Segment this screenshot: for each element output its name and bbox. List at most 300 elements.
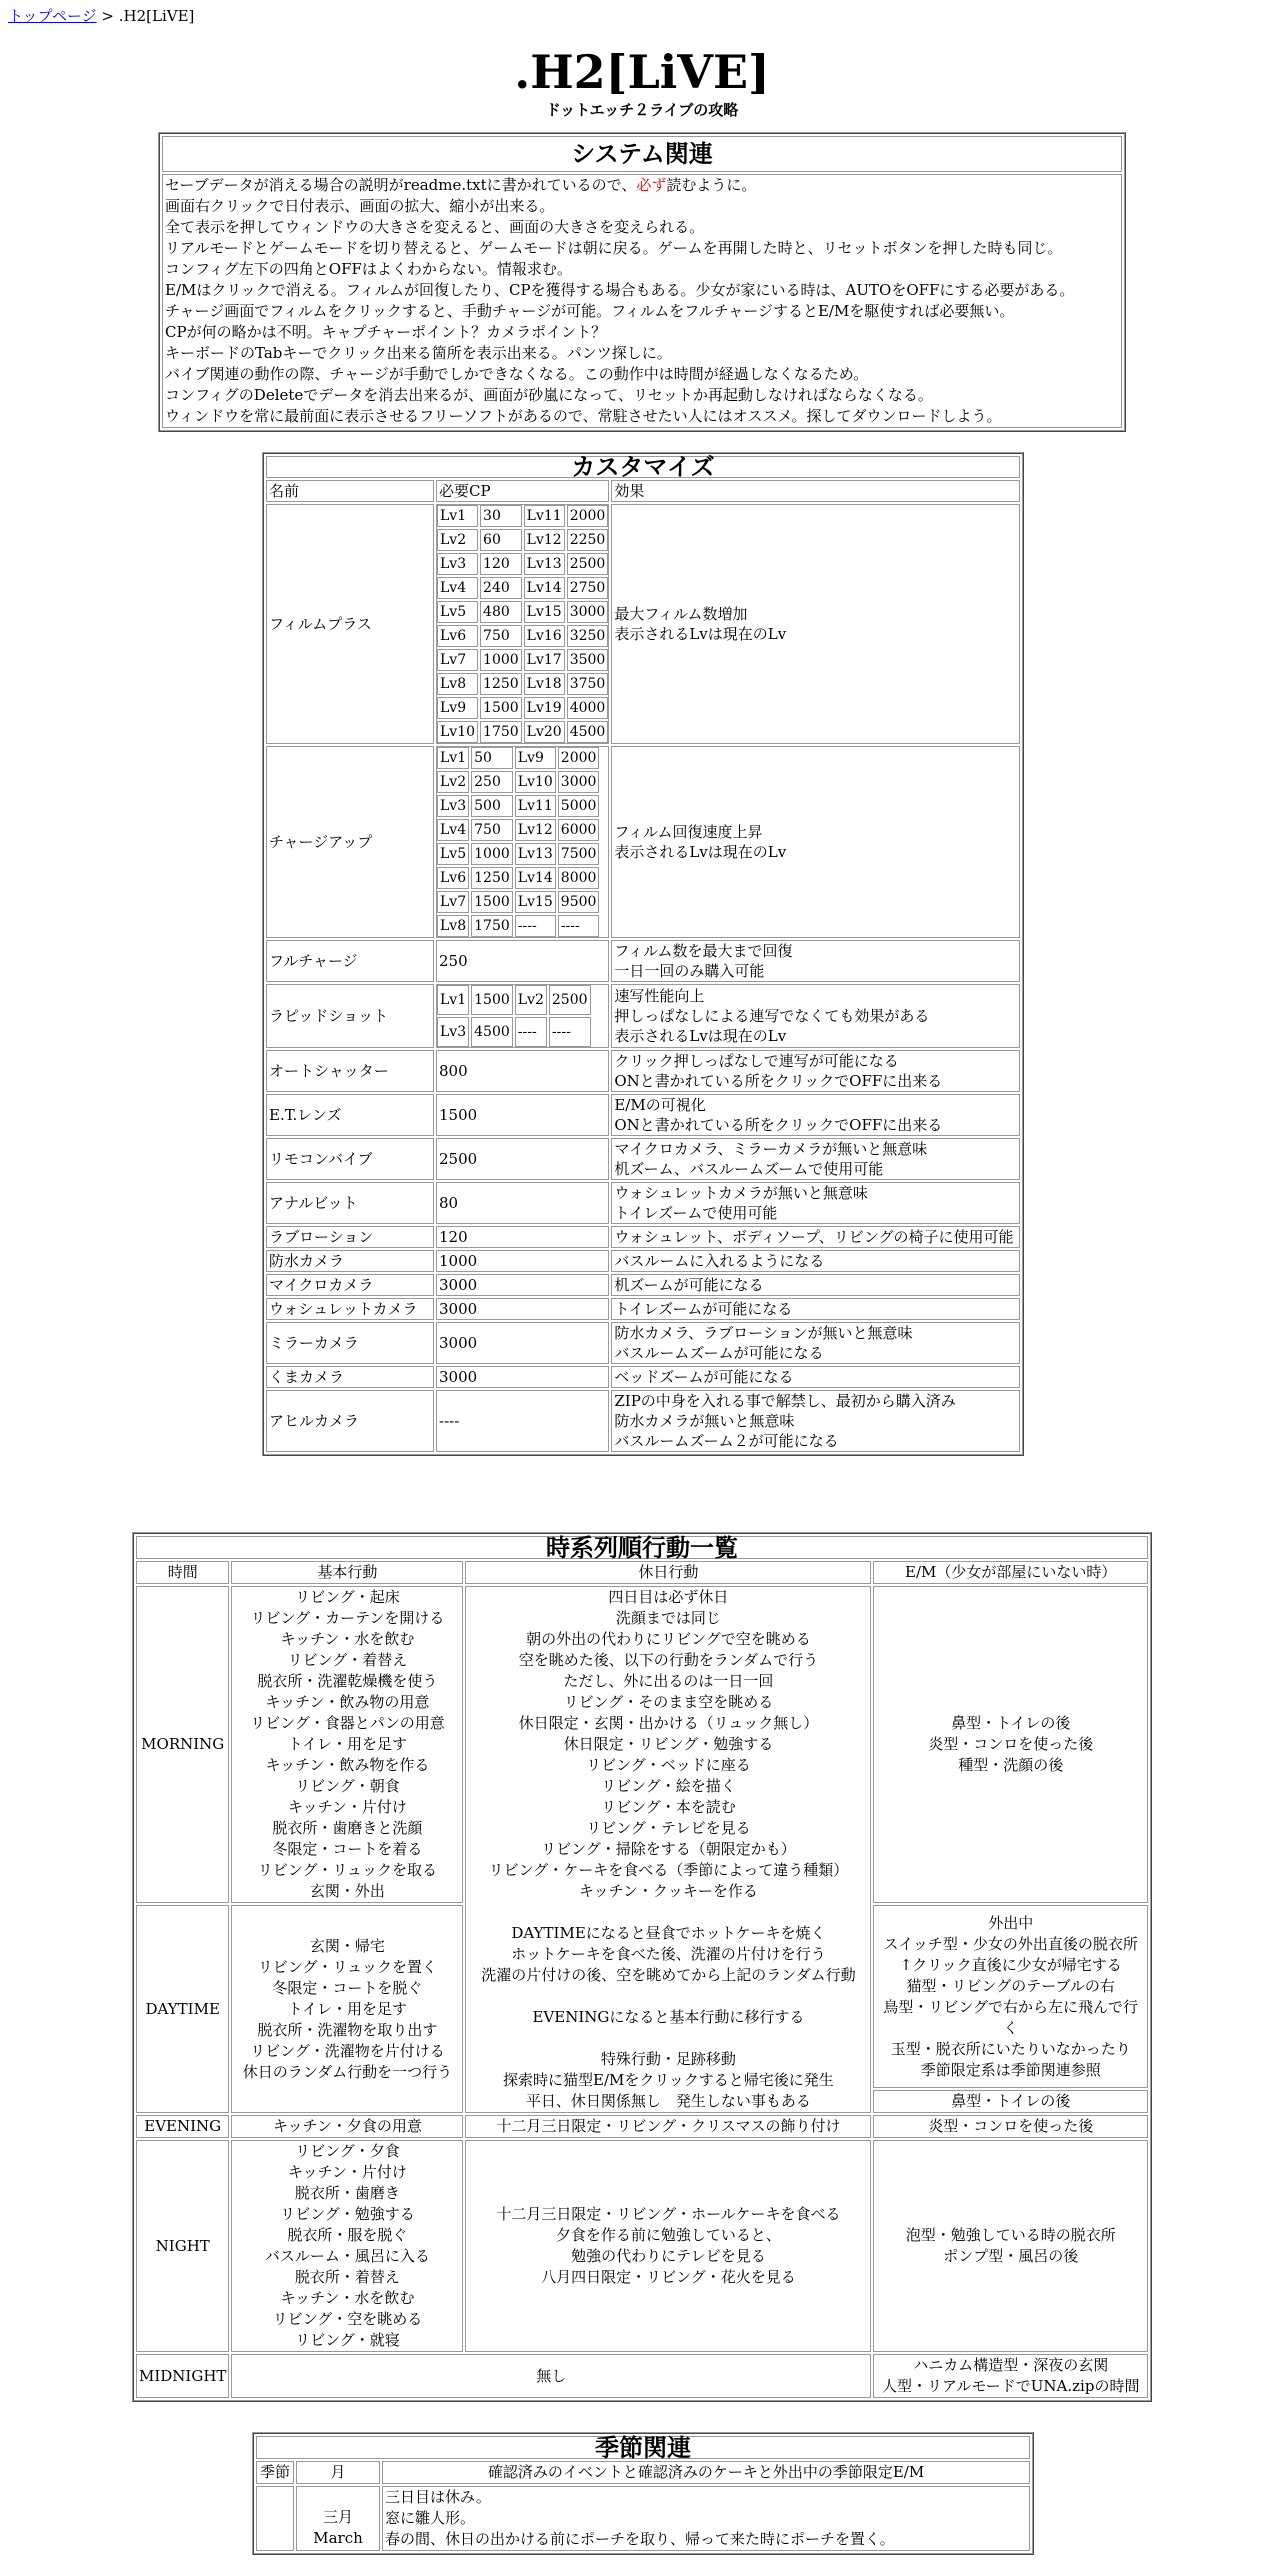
col-holiday-header: 休日行動 — [465, 1561, 871, 1584]
text-line: スイッチ型・少女の外出直後の脱衣所 — [883, 1934, 1138, 1953]
col-basic-header: 基本行動 — [231, 1561, 463, 1584]
text-line: ホットケーキを食べた後、洗濯の片付けを行う — [511, 1945, 826, 1963]
level-cost: 1250 — [471, 867, 513, 889]
level-label: Lv2 — [437, 529, 478, 551]
system-line: チャージ画面でフィルムをクリックすると、手動チャージが可能。フィルムをフルチャージするとE/Mを駆使すれば必要無い。 — [165, 302, 1015, 320]
item-cp: 120 — [436, 1226, 609, 1248]
col-time-header: 時間 — [136, 1561, 229, 1584]
item-cp: 3000 — [436, 1322, 609, 1364]
basic-actions — [231, 2140, 463, 2352]
level-cost: 5000 — [558, 795, 600, 817]
text-line: 朝の外出の代わりにリビングで空を眺める — [526, 1630, 811, 1648]
text-line: リビング・テレビを見る — [586, 1819, 751, 1837]
level-label: Lv2 — [515, 985, 547, 1015]
level-cost: 1000 — [480, 649, 522, 671]
item-row-film-plus — [266, 504, 1020, 744]
season-table — [252, 2432, 1034, 2555]
item-effect: トイレズームで使用可能 — [614, 1204, 778, 1222]
text-line: 炎型・コンロを使った後 — [928, 1735, 1094, 1753]
text-line: 脱衣所・歯磨き — [294, 2184, 400, 2202]
text-line: 猫型・リビングのテーブルの右 — [906, 1976, 1115, 1995]
text-line: キッチン・水を飲む — [280, 2289, 415, 2307]
item-row-washlet-cam — [266, 1298, 1020, 1320]
text-line — [468, 1902, 868, 1923]
season-cell — [256, 2486, 294, 2551]
text-line: リビング・絵を描く — [601, 1777, 736, 1795]
level-label: Lv3 — [437, 553, 478, 575]
text-line: リビング・ベッドに座る — [586, 1756, 751, 1774]
item-effect: 防水カメラ、ラブローションが無いと無意味 — [614, 1324, 913, 1342]
text-line: 脱衣所・洗濯乾燥機を使う — [257, 1672, 438, 1690]
level-label: ---- — [515, 915, 556, 937]
level-label: Lv6 — [437, 867, 469, 889]
em-item: 炎型・コンロを使った後 — [873, 2115, 1148, 2138]
item-effect: 表示されるLvは現在のLv — [614, 1027, 787, 1045]
text-line: 洗濯の片付けの後、空を眺めてから上記のランダム行動 — [481, 1966, 856, 1984]
level-row — [437, 843, 599, 865]
item-effect: バスルームズームが可能になる — [614, 1344, 824, 1362]
em-item: 鼻型・トイレの後 — [873, 2090, 1148, 2113]
item-effect: バスルームに入れるようになる — [611, 1250, 1020, 1272]
level-cost: 8000 — [558, 867, 600, 889]
breadcrumb-home-link[interactable]: トップページ — [8, 7, 97, 25]
page-subtitle: ドットエッチ２ライブの攻略 — [545, 101, 739, 119]
level-cost: 7500 — [558, 843, 600, 865]
level-cost: 750 — [471, 819, 513, 841]
item-row-mirror-cam — [266, 1322, 1020, 1364]
system-line — [165, 175, 1119, 196]
item-effect: ZIPの中身を入れる事で解禁し、最初から購入済み — [614, 1392, 956, 1410]
level-label: Lv9 — [437, 697, 478, 719]
item-effect: マイクロカメラ、ミラーカメラが無いと無意味 — [614, 1140, 928, 1158]
level-label: Lv17 — [524, 649, 565, 671]
level-cost: 4500 — [471, 1017, 513, 1047]
text-line: リビング・洗濯物を片付ける — [250, 2041, 445, 2060]
item-name: マイクロカメラ — [266, 1274, 434, 1296]
text-line: リビング・ケーキを食べる（季節によって違う種類） — [488, 1861, 849, 1879]
level-cost: 3000 — [567, 601, 609, 623]
level-row — [437, 915, 599, 937]
level-row — [437, 747, 599, 769]
level-cost: 500 — [471, 795, 513, 817]
text-line: 夕食を作る前に勉強していると、 — [555, 2226, 781, 2244]
level-row — [437, 771, 599, 793]
row-midnight — [136, 2354, 1148, 2398]
item-effect: ONと書かれている所をクリックでOFFに出来る — [614, 1116, 943, 1134]
time-label: MORNING — [136, 1586, 229, 1903]
item-cp: 3000 — [436, 1298, 609, 1320]
system-line-text: セーブデータが消える場合の説明がreadme.txtに書かれているので、 — [165, 176, 637, 194]
month-name-en: March — [313, 2529, 363, 2547]
level-row — [437, 721, 608, 743]
text-line: キッチン・片付け — [287, 1798, 407, 1816]
time-label: NIGHT — [136, 2140, 229, 2352]
text-line: リビング・空を眺める — [272, 2310, 423, 2328]
level-cost: 50 — [471, 747, 513, 769]
item-effect: 速写性能向上 — [614, 987, 705, 1005]
level-cost: 240 — [480, 577, 522, 599]
item-effect: ウォシュレット、ボディソープ、リビングの椅子に使用可能 — [611, 1226, 1020, 1248]
level-cost: 1750 — [471, 915, 513, 937]
item-row-remocon-vibe — [266, 1138, 1020, 1180]
level-cost-table — [435, 503, 610, 745]
item-row-anal-bit — [266, 1182, 1020, 1224]
item-name: アヒルカメラ — [266, 1390, 434, 1452]
timeline-header-row — [136, 1561, 1148, 1584]
system-line: コンフィグのDeleteでデータを消去出来るが、画面が砂嵐になって、リセットか再起動しなければならなくなる。 — [165, 386, 933, 404]
system-table — [158, 132, 1126, 432]
item-row-duck-cam — [266, 1390, 1020, 1452]
item-cp: 3000 — [436, 1366, 609, 1388]
time-label: MIDNIGHT — [136, 2354, 229, 2398]
item-row-auto-shutter — [266, 1050, 1020, 1092]
level-label: Lv8 — [437, 673, 478, 695]
level-cost: 2500 — [567, 553, 609, 575]
item-row-waterproof-cam — [266, 1250, 1020, 1272]
text-line: 休日限定・リビング・勉強する — [563, 1735, 774, 1753]
item-effect: トイレズームが可能になる — [611, 1298, 1020, 1320]
item-name: ラブローション — [266, 1226, 434, 1248]
level-cost-table — [435, 983, 593, 1049]
level-row — [437, 649, 608, 671]
basic-actions: キッチン・夕食の用意 — [231, 2115, 463, 2138]
system-line: E/Mはクリックで消える。フィルムが回復したり、CPを獲得する場合もある。少女が家にいる時は、AUTOをOFFにする必要がある。 — [165, 281, 1075, 299]
text-line — [468, 2028, 868, 2049]
text-line: ただし、外に出るのは一日一回 — [563, 1672, 774, 1690]
level-cost: 3000 — [558, 771, 600, 793]
breadcrumb-current: .H2[LiVE] — [118, 7, 195, 25]
text-line: ↑クリック直後に少女が帰宅する — [899, 1955, 1122, 1974]
text-line: 人型・リアルモードでUNA.zipの時間 — [881, 2377, 1140, 2395]
season-info — [382, 2486, 1030, 2551]
text-line: ハニカム構造型・深夜の玄関 — [913, 2356, 1109, 2374]
level-label: Lv1 — [437, 985, 469, 1015]
level-cost: 2000 — [567, 505, 609, 527]
item-effect: 机ズーム、バスルームズームで使用可能 — [614, 1160, 884, 1178]
text-line: リビング・勉強する — [280, 2205, 415, 2223]
text-line: 鳥型・リビングで右から左に飛んで行く — [883, 1997, 1139, 2037]
basic-actions — [231, 1905, 463, 2113]
item-row-charge-up — [266, 746, 1020, 938]
level-cost: 4500 — [567, 721, 609, 743]
text-line: 窓に雛人形。 — [385, 2509, 476, 2527]
text-line: 脱衣所・服を脱ぐ — [287, 2226, 408, 2244]
level-label: Lv15 — [515, 891, 556, 913]
level-cost: ---- — [558, 915, 600, 937]
system-line: コンフィグ左下の四角とOFFはよくわからない。情報求む。 — [165, 260, 572, 278]
text-line: トイレ・用を足す — [287, 1735, 408, 1753]
item-effect: ベッドズームが可能になる — [611, 1366, 1020, 1388]
level-row — [437, 553, 608, 575]
text-line: リビング・就寝 — [295, 2331, 400, 2349]
level-label: Lv5 — [437, 843, 469, 865]
level-label: Lv12 — [524, 529, 565, 551]
text-line: DAYTIMEになると昼食でホットケーキを焼く — [511, 1924, 826, 1942]
item-cp: 3000 — [436, 1274, 609, 1296]
col-cp-header: 必要CP — [436, 480, 609, 502]
level-label: Lv7 — [437, 891, 469, 913]
item-row-micro-cam — [266, 1274, 1020, 1296]
system-line: CPが何の略かは不明。キャプチャーポイント？カメラポイント？ — [165, 323, 607, 341]
level-label: Lv14 — [515, 867, 556, 889]
level-label: ---- — [515, 1017, 547, 1047]
level-row — [437, 819, 599, 841]
em-list — [873, 2354, 1148, 2398]
page-title: .H2[LiVE] — [514, 45, 770, 99]
item-cp: 250 — [436, 940, 609, 982]
system-heading: システム関連 — [162, 136, 1122, 172]
level-label: Lv10 — [515, 771, 556, 793]
item-effect: 防水カメラが無いと無意味 — [614, 1412, 795, 1430]
time-label: DAYTIME — [136, 1905, 229, 2113]
em-list — [873, 1586, 1148, 1903]
text-line: リビング・カーテンを開ける — [250, 1609, 445, 1627]
level-cost: 3750 — [567, 673, 609, 695]
col-month-header: 月 — [296, 2461, 380, 2484]
text-line: リビング・食器とパンの用意 — [250, 1714, 445, 1732]
level-cost: 2750 — [567, 577, 609, 599]
level-label: Lv11 — [524, 505, 565, 527]
level-cost: 480 — [480, 601, 522, 623]
text-line: 特殊行動・足跡移動 — [600, 2050, 736, 2068]
text-line: 平日、休日関係無し 発生しない事もある — [525, 2092, 811, 2110]
text-line: キッチン・片付け — [287, 2163, 407, 2181]
level-label: Lv11 — [515, 795, 556, 817]
basic-actions — [231, 1586, 463, 1903]
level-label: Lv20 — [524, 721, 565, 743]
level-label: Lv5 — [437, 601, 478, 623]
level-cost: 9500 — [558, 891, 600, 913]
level-row — [437, 577, 608, 599]
text-line: 休日限定・玄関・出かける（リュック無し） — [518, 1714, 819, 1732]
text-line: 八月四日限定・リビング・花火を見る — [541, 2268, 796, 2286]
system-line: ウィンドウを常に最前面に表示させるフリーソフトがあるので、常駐させたい人にはオススメ。探してダウンロードしよう。 — [165, 407, 1002, 425]
item-effect: 押しっぱなしによる連写でなくても効果がある — [614, 1007, 930, 1025]
text-line: キッチン・水を飲む — [280, 1630, 415, 1648]
item-name: くまカメラ — [266, 1366, 434, 1388]
text-line: リビング・起床 — [295, 1588, 400, 1606]
text-line: リビング・夕食 — [295, 2142, 400, 2160]
text-line: リビング・着替え — [287, 1651, 408, 1669]
item-effect: バスルームズーム２が可能になる — [614, 1432, 839, 1450]
item-cp: 80 — [436, 1182, 609, 1224]
level-cost: 750 — [480, 625, 522, 647]
item-effect: ウォシュレットカメラが無いと無意味 — [614, 1184, 868, 1202]
level-label: Lv10 — [437, 721, 478, 743]
level-row — [437, 601, 608, 623]
level-cost: 60 — [480, 529, 522, 551]
level-cost: 1500 — [480, 697, 522, 719]
level-cost: 120 — [480, 553, 522, 575]
item-name: ウォシュレットカメラ — [266, 1298, 434, 1320]
month-cell — [296, 2486, 380, 2551]
level-cost: 3250 — [567, 625, 609, 647]
customize-header-row — [266, 480, 1020, 502]
level-label: Lv1 — [437, 747, 469, 769]
timeline-heading: 時系列順行動一覧 — [136, 1536, 1148, 1559]
text-line: キッチン・飲み物を作る — [265, 1756, 430, 1774]
item-row-lovelotion — [266, 1226, 1020, 1248]
text-line: 外出中 — [988, 1913, 1034, 1932]
level-cost: 6000 — [558, 819, 600, 841]
text-line: リビング・リュックを置く — [257, 1957, 438, 1976]
system-line: 画面右クリックで日付表示、画面の拡大、縮小が出来る。 — [165, 197, 555, 215]
system-line-text: 読むように。 — [666, 176, 757, 194]
text-line: 玄関・帰宅 — [309, 1936, 385, 1955]
item-name: リモコンバイブ — [266, 1138, 434, 1180]
text-line: 脱衣所・着替え — [294, 2268, 400, 2286]
item-cp: ---- — [436, 1390, 609, 1452]
season-row-march — [256, 2486, 1030, 2551]
level-cost: 4000 — [567, 697, 609, 719]
item-effect: ONと書かれている所をクリックでOFFに出来る — [614, 1072, 943, 1090]
level-label: Lv18 — [524, 673, 565, 695]
text-line: 種型・洗顔の後 — [958, 1756, 1064, 1774]
item-effect: 一日一回のみ購入可能 — [614, 962, 765, 980]
level-label: Lv13 — [524, 553, 565, 575]
level-label: Lv12 — [515, 819, 556, 841]
season-heading: 季節関連 — [256, 2436, 1030, 2459]
text-line: 春の間、休日の出かける前にポーチを取り、帰って来た時にポーチを置く。 — [385, 2530, 895, 2548]
level-row — [437, 891, 599, 913]
text-line: 空を眺めた後、以下の行動をランダムで行う — [518, 1651, 819, 1669]
level-cost: 250 — [471, 771, 513, 793]
level-row — [437, 867, 599, 889]
holiday-actions — [465, 2140, 871, 2352]
text-line: 十二月三日限定・リビング・ホールケーキを食べる — [496, 2205, 841, 2223]
item-effect: フィルム数を最大まで回復 — [614, 942, 793, 960]
level-cost: 2000 — [558, 747, 600, 769]
level-row — [437, 795, 599, 817]
text-line: リビング・朝食 — [295, 1777, 400, 1795]
row-night — [136, 2140, 1148, 2352]
item-cp: 800 — [436, 1050, 609, 1092]
item-row-et-lens — [266, 1094, 1020, 1136]
level-cost: 2250 — [567, 529, 609, 551]
level-cost: 2500 — [549, 985, 591, 1015]
col-info-header: 確認済みのイベントと確認済みのケーキと外出中の季節限定E/M — [382, 2461, 1030, 2484]
level-label: Lv14 — [524, 577, 565, 599]
item-cp: 1000 — [436, 1250, 609, 1272]
level-cost: 3500 — [567, 649, 609, 671]
level-cost: ---- — [549, 1017, 591, 1047]
item-effect: 最大フィルム数増加 — [614, 605, 748, 623]
item-effect: 机ズームが可能になる — [611, 1274, 1020, 1296]
holiday-actions: 十二月三日限定・リビング・クリスマスの飾り付け — [465, 2115, 871, 2138]
level-row — [437, 1017, 591, 1047]
level-cost: 1500 — [471, 891, 513, 913]
level-row — [437, 985, 591, 1015]
text-line: トイレ・用を足す — [287, 1999, 408, 2018]
level-cost-table — [435, 745, 601, 939]
text-line: 季節限定系は季節関連参照 — [920, 2060, 1101, 2079]
level-label: Lv9 — [515, 747, 556, 769]
level-label: Lv3 — [437, 795, 469, 817]
midnight-text: 無し — [231, 2354, 871, 2398]
item-row-bear-cam — [266, 1366, 1020, 1388]
text-line: 三日目は休み。 — [385, 2488, 491, 2506]
text-line: キッチン・クッキーを作る — [578, 1882, 758, 1900]
text-line: 玄関・外出 — [309, 1882, 385, 1900]
text-line: リビング・そのまま空を眺める — [563, 1693, 774, 1711]
item-name: 防水カメラ — [266, 1250, 434, 1272]
system-line: 全て表示を押してウィンドウの大きさを変えると、画面の大きさを変えられる。 — [165, 218, 705, 236]
level-label: Lv3 — [437, 1017, 469, 1047]
text-line: リビング・掃除をする（朝限定かも） — [541, 1840, 796, 1858]
item-name: ラピッドショット — [266, 984, 434, 1048]
system-body — [162, 174, 1122, 428]
text-line: バスルーム・風呂に入る — [264, 2247, 430, 2265]
item-effect: クリック押しっぱなしで連写が可能になる — [614, 1052, 899, 1070]
customize-heading: カスタマイズ — [266, 456, 1020, 478]
text-line: EVENINGになると基本行動に移行する — [532, 2008, 805, 2026]
level-cost: 30 — [480, 505, 522, 527]
text-line: リビング・本を読む — [601, 1798, 736, 1816]
system-line: バイブ関連の動作の際、チャージが手動でしかできなくなる。この動作中は時間が経過しなくなるため。 — [165, 365, 869, 383]
timeline-table — [132, 1532, 1152, 2402]
text-line: 四日目は必ず休日 — [608, 1588, 729, 1606]
text-line: 泡型・勉強している時の脱衣所 — [905, 2226, 1116, 2244]
col-em-header: E/M（少女が部屋にいない時） — [873, 1561, 1148, 1584]
month-name: 三月 — [322, 2508, 353, 2526]
customize-table — [262, 452, 1024, 1456]
level-label: Lv8 — [437, 915, 469, 937]
row-evening — [136, 2115, 1148, 2138]
em-list — [873, 2140, 1148, 2352]
col-season-header: 季節 — [256, 2461, 294, 2484]
text-line: リビング・リュックを取る — [257, 1861, 438, 1879]
item-name: アナルビット — [266, 1182, 434, 1224]
system-line: リアルモードとゲームモードを切り替えると、ゲームモードは朝に戻る。ゲームを再開した時と、リセットボタンを押した時も同じ。 — [165, 239, 1063, 257]
text-line: 洗顔までは同じ — [615, 1609, 721, 1627]
col-effect-header: 効果 — [611, 480, 1020, 502]
item-name: フルチャージ — [266, 940, 434, 982]
level-label: Lv13 — [515, 843, 556, 865]
breadcrumb — [8, 6, 194, 27]
level-row — [437, 673, 608, 695]
text-line: 冬限定・コートを脱ぐ — [272, 1978, 423, 1997]
level-cost: 1250 — [480, 673, 522, 695]
item-name: ミラーカメラ — [266, 1322, 434, 1364]
level-row — [437, 697, 608, 719]
text-line: 冬限定・コートを着る — [272, 1840, 423, 1858]
item-row-rapid-shot — [266, 984, 1020, 1048]
item-effect: E/Mの可視化 — [614, 1096, 706, 1114]
level-label: Lv19 — [524, 697, 565, 719]
em-list — [873, 1905, 1148, 2088]
item-name: E.T.レンズ — [266, 1094, 434, 1136]
level-cost: 1500 — [471, 985, 513, 1015]
level-label: Lv2 — [437, 771, 469, 793]
item-name: フィルムプラス — [266, 504, 434, 744]
item-effect: 表示されるLvは現在のLv — [614, 843, 787, 861]
item-effect: フィルム回復速度上昇 — [614, 823, 763, 841]
text-line: 脱衣所・歯磨きと洗顔 — [272, 1819, 423, 1837]
level-row — [437, 625, 608, 647]
item-name: オートシャッター — [266, 1050, 434, 1092]
text-line: 脱衣所・洗濯物を取り出す — [257, 2020, 438, 2039]
level-label: Lv16 — [524, 625, 565, 647]
time-label: EVENING — [136, 2115, 229, 2138]
level-cost: 1750 — [480, 721, 522, 743]
level-label: Lv7 — [437, 649, 478, 671]
text-line: ポンプ型・風呂の後 — [943, 2247, 1079, 2265]
text-line: 玉型・脱衣所にいたりいなかったり — [890, 2039, 1131, 2058]
system-line: キーボードのTabキーでクリック出来る箇所を表示出来る。パンツ探しに。 — [165, 344, 672, 362]
text-line: キッチン・飲み物の用意 — [265, 1693, 430, 1711]
breadcrumb-separator: > — [96, 7, 119, 25]
text-line: 探索時に猫型E/Mをクリックすると帰宅後に発生 — [503, 2071, 834, 2089]
